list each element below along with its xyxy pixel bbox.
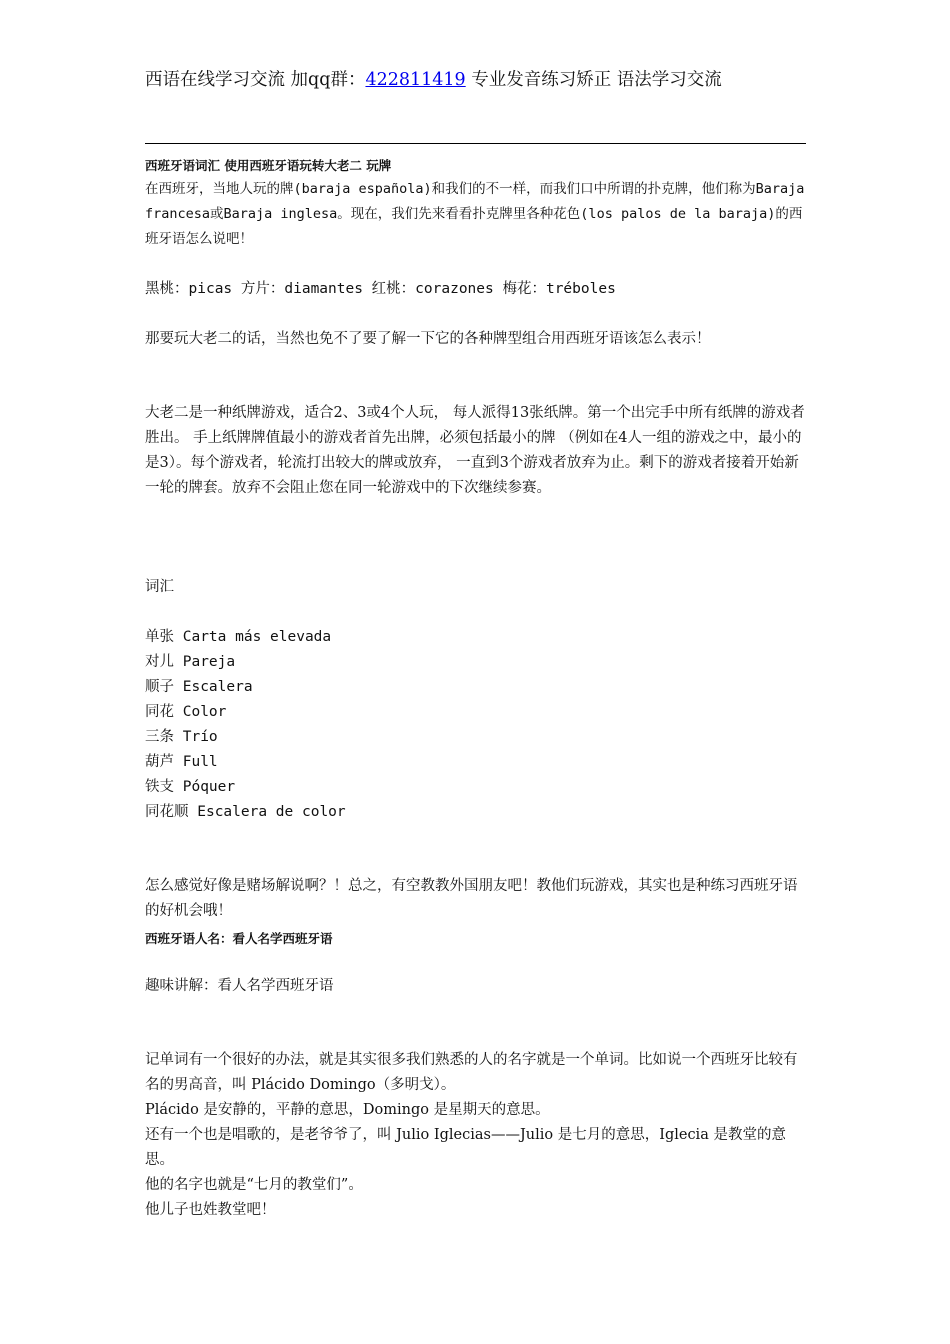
section2-subtitle: 趣味讲解：看人名学西班牙语 xyxy=(145,978,334,994)
vocab-item: 顺子 Escalera xyxy=(145,679,253,695)
header-divider xyxy=(145,143,806,144)
vocab-item: 同花 Color xyxy=(145,704,227,720)
section1-title: 西班牙语词汇 使用西班牙语玩转大老二 玩牌 xyxy=(145,158,392,173)
vocab-item: 葫芦 Full xyxy=(145,754,218,770)
qq-group-link[interactable]: 422811419 xyxy=(365,70,466,90)
section1-lead: 那要玩大老二的话，当然也免不了要了解一下它的各种牌型组合用西班牙语该怎么表示！ xyxy=(145,331,711,347)
vocab-item: 铁支 Póquer xyxy=(145,779,236,795)
game-rules-paragraph: 大老二是一种纸牌游戏，适合2、3或4个人玩， 每人派得13张纸牌。第一个出完手中所有纸牌的游戏者胜出。 手上纸牌牌值最小的游戏者首先出牌，必须包括最小的牌 （例如在4人一组的游戏之中，最小的是3）。每个游戏者，轮流打出较大的牌或放弃， 一直到3个游戏者放弃为止。剩下的游戏者接着开始新一轮的牌套。放弃不会阻止您在同一轮游戏中的下次继续参赛。 xyxy=(145,405,805,496)
section1-closing: 怎么感觉好像是赌场解说啊？！总之，有空教教外国朋友吧！教他们玩游戏，其实也是种练习西班牙语的好机会哦！ xyxy=(145,878,798,919)
vocab-item: 三条 Trío xyxy=(145,729,218,745)
vocab-heading: 词汇 xyxy=(145,579,174,595)
names-paragraph-3: 还有一个也是唱歌的，是老爷爷了，叫 Julio Iglecias——Julio 是七月的意思，Iglecia 是教堂的意思。 xyxy=(145,1127,786,1168)
names-paragraph-5: 他儿子也姓教堂吧！ xyxy=(145,1202,276,1218)
vocab-item: 同花顺 Escalera de color xyxy=(145,804,346,820)
header-suffix: 专业发音练习矫正 语法学习交流 xyxy=(465,70,722,90)
section1-intro: 在西班牙，当地人玩的牌(baraja española)和我们的不一样，而我们口中所谓的扑克牌，他们称为Baraja francesa或Baraja inglesa。现在，我们先来看看扑克牌里各种花色(los palos de la baraja)的西班牙语怎么说吧！ xyxy=(145,181,805,247)
page-header xyxy=(145,66,722,91)
section2-title: 西班牙语人名：看人名学西班牙语 xyxy=(145,931,333,946)
names-paragraph-4: 他的名字也就是“七月的教堂们”。 xyxy=(145,1177,363,1193)
names-paragraph-2: Plácido 是安静的，平静的意思，Domingo 是星期天的意思。 xyxy=(145,1102,550,1118)
vocab-item: 单张 Carta más elevada xyxy=(145,629,332,645)
vocab-item: 对儿 Pareja xyxy=(145,654,236,670)
header-prefix: 西语在线学习交流 加qq群： xyxy=(145,70,366,90)
card-suits: 黑桃：picas 方片：diamantes 红桃：corazones 梅花：tréboles xyxy=(145,281,616,297)
names-paragraph-1: 记单词有一个很好的办法，就是其实很多我们熟悉的人的名字就是一个单词。比如说一个西班牙比较有名的男高音，叫 Plácido Domingo（多明戈）。 xyxy=(145,1052,798,1093)
